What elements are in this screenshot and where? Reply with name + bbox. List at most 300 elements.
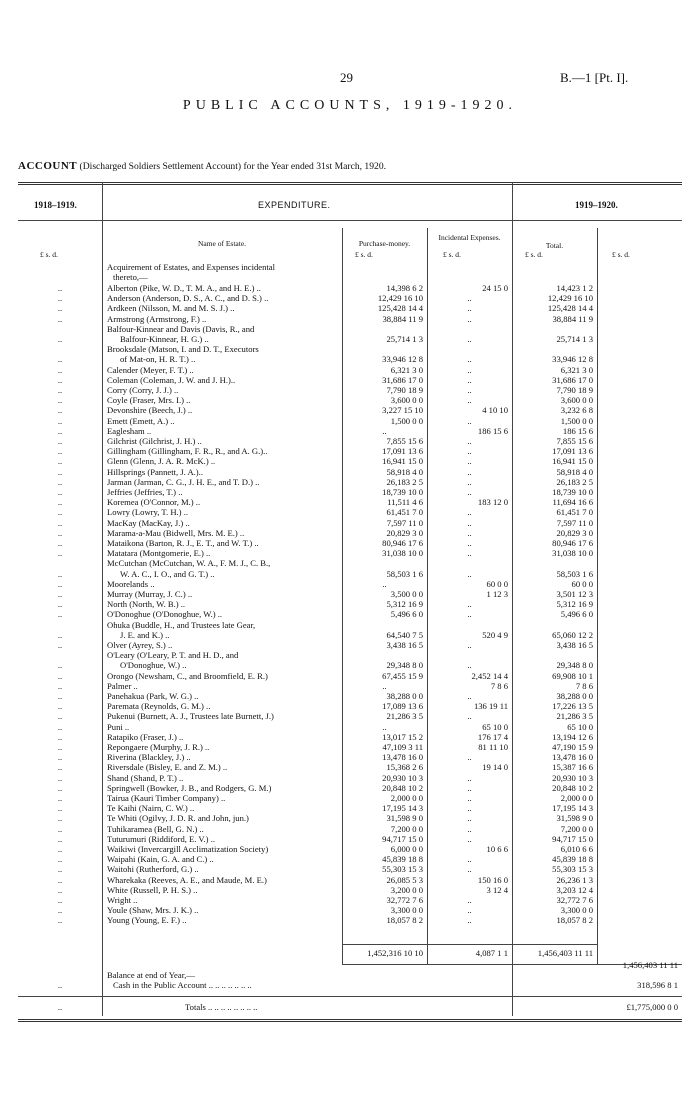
incidental-expenses-cell: .. xyxy=(467,395,472,406)
lsd-curr: £ s. d. xyxy=(612,250,630,259)
incidental-expenses-cell: .. xyxy=(467,374,472,385)
purchase-money-cell: 6,000 0 0 xyxy=(390,844,423,854)
estate-name: Waitohi (Rutherford, G.) .. xyxy=(107,864,199,875)
incidental-expenses-cell: 186 15 6 xyxy=(477,425,508,436)
incidental-expenses-cell: 19 14 0 xyxy=(482,762,508,773)
purchase-money-cell: 29,348 8 0 xyxy=(386,660,423,671)
incidental-expenses-cell: .. xyxy=(467,691,472,701)
lsd-purchase: £ s. d. xyxy=(355,250,373,259)
purchase-money-cell: 16,941 15 0 xyxy=(382,456,423,467)
incidental-expenses-cell: .. xyxy=(467,905,472,916)
incidental-expenses-cell: .. xyxy=(467,538,472,548)
purchase-money-cell: 7,597 11 0 xyxy=(386,517,423,528)
estate-name: Riversdale (Bisley, E. and Z. M.) .. xyxy=(107,762,228,773)
incidental-expenses-cell: .. xyxy=(467,436,472,446)
estate-name: Tuturumuri (Riddiford, E. V.) .. xyxy=(107,833,215,844)
estate-name: Young (Young, E. F.) .. xyxy=(107,915,187,926)
incidental-expenses-cell: .. xyxy=(467,527,472,538)
estate-name: Jeffries (Jeffries, T.) .. xyxy=(107,487,183,497)
estate-name: Orongo (Newsham, C., and Broomfield, E. R.) xyxy=(107,670,268,681)
totals-label: Totals .. .. .. .. .. .. .. .. xyxy=(185,1002,258,1012)
incidental-expenses-cell: .. xyxy=(467,823,472,834)
total-cell: 7,855 15 6 xyxy=(556,436,593,446)
prev-year-value: .. xyxy=(57,313,63,324)
estate-name: Corry (Corry, J. J.) .. xyxy=(107,385,179,395)
purchase-money-cell: 11,511 4 6 xyxy=(387,497,423,508)
total-cell: 25,714 1 3 xyxy=(556,334,593,344)
incidental-expenses-cell: .. xyxy=(467,364,472,375)
purchase-money-cell: 80,946 17 6 xyxy=(382,538,423,548)
total-cell: 26,236 1 3 xyxy=(556,874,593,885)
incidental-expenses-cell: 520 4 9 xyxy=(482,629,508,640)
purchase-money-cell: 5,312 16 9 xyxy=(386,599,423,610)
estate-name: Pukenui (Burnett, A. J., Trustees late Burnett, J.) xyxy=(107,711,274,722)
totals-rule xyxy=(18,996,682,997)
total-cell: 2,000 0 0 xyxy=(560,793,593,803)
estate-name: Lowry (Lowry, T. H.) .. xyxy=(107,507,188,518)
estate-name: Te Kaihi (Nairn, C. W.) .. xyxy=(107,803,195,814)
estate-name: Balfour-Kinnear, H. G.) .. xyxy=(120,334,209,344)
total-cell: 7,597 11 0 xyxy=(556,517,593,528)
incidental-expenses-cell: 136 19 11 xyxy=(473,701,508,712)
total-cell: 13,478 16 0 xyxy=(552,752,593,763)
purchase-money-cell: 21,286 3 5 xyxy=(386,711,423,722)
incidental-expenses-cell: 4 10 10 xyxy=(482,405,508,416)
incidental-expenses-cell: .. xyxy=(467,446,472,457)
estate-name: Puni .. xyxy=(107,721,130,732)
prev-year-value: .. xyxy=(57,640,63,650)
total-cell: 31,686 17 0 xyxy=(552,374,593,385)
incidental-expenses-cell: .. xyxy=(467,833,472,844)
heading-prev-year: 1918–1919. xyxy=(34,200,77,210)
prev-year-value: .. xyxy=(57,476,63,487)
estate-name: Wharekaka (Reeves, A. E., and Maude, M. E.) xyxy=(107,874,267,885)
prev-year-value: .. xyxy=(57,364,63,375)
total-cell: 6,010 6 6 xyxy=(560,844,593,854)
prev-year-value: .. xyxy=(57,905,63,916)
total-cell: 58,918 4 0 xyxy=(556,466,593,477)
estate-name: Olver (Ayrey, S.) .. xyxy=(107,640,173,650)
prev-year-value: .. xyxy=(57,833,63,844)
estate-name: Ohuka (Buddle, H., and Trustees late Gear, xyxy=(107,619,256,630)
incidental-expenses-cell: .. xyxy=(467,517,472,528)
total-cell: 17,195 14 3 xyxy=(552,803,593,814)
total-cell: 7 8 6 xyxy=(575,680,593,691)
prev-year-value: .. xyxy=(57,405,63,416)
estate-name: O'Donoghue (O'Donoghue, W.) .. xyxy=(107,609,223,620)
total-cell: 14,423 1 2 xyxy=(556,283,593,293)
estate-name: North (North, W. B.) .. xyxy=(107,599,186,610)
estate-name: Ratapiko (Fraser, J.) .. xyxy=(107,731,184,742)
purchase-money-cell: 20,930 10 3 xyxy=(382,772,423,783)
incidental-expenses-cell: .. xyxy=(467,568,472,579)
total-cell: 7,200 0 0 xyxy=(560,823,593,834)
total-cell: 55,303 15 3 xyxy=(552,864,593,875)
estate-name: Tuhikaramea (Bell, G. N.) .. xyxy=(107,823,204,834)
total-cell: 3,600 0 0 xyxy=(560,395,593,406)
incidental-expenses-cell: .. xyxy=(467,313,472,324)
purchase-money-cell: 33,946 12 8 xyxy=(382,354,423,365)
estate-name: W. A. C., I. O., and G. T.) .. xyxy=(120,568,215,579)
total-cell: 6,321 3 0 xyxy=(560,364,593,375)
total-cell: 186 15 6 xyxy=(562,425,593,436)
estate-name: Riverina (Blackley, J.) .. xyxy=(107,752,191,763)
incidental-expenses-cell: .. xyxy=(467,854,472,865)
estate-name: MacKay (MacKay, J.) .. xyxy=(107,517,190,528)
totals-prev: .. xyxy=(57,1002,63,1012)
prev-year-value: .. xyxy=(57,374,63,385)
purchase-money-cell: .. xyxy=(382,680,387,691)
subheading-total: Total. xyxy=(545,241,564,250)
total-cell: 60 0 0 xyxy=(571,578,593,589)
prev-year-value: .. xyxy=(57,782,63,793)
estate-name: J. E. and K.) .. xyxy=(120,629,170,640)
prev-year-value: .. xyxy=(57,660,63,671)
purchase-money-cell: 31,686 17 0 xyxy=(382,374,423,385)
estate-name: Hillsprings (Pannett, J. A.).. xyxy=(107,466,203,477)
subheading-incidental: Incidental Expenses. xyxy=(438,233,501,242)
prev-year-value: .. xyxy=(57,487,63,497)
balance-line-2: Cash in the Public Account .. .. .. .. .. .. .. xyxy=(113,980,252,990)
total-cell: 80,946 17 6 xyxy=(552,538,593,548)
prev-year-value: .. xyxy=(57,354,63,365)
account-heading xyxy=(18,160,386,172)
incidental-expenses-cell: .. xyxy=(467,640,472,650)
estate-name: Ardkeen (Nilsson, M. and M. S. J.) .. xyxy=(107,303,235,314)
total-cell: 20,829 3 0 xyxy=(556,527,593,538)
incidental-expenses-cell: .. xyxy=(467,466,472,477)
totals-amount: £1,775,000 0 0 xyxy=(626,1002,678,1012)
purchase-money-cell: 3,200 0 0 xyxy=(390,884,423,895)
purchase-money-cell: 32,772 7 6 xyxy=(386,895,423,905)
incidental-expenses-cell: 183 12 0 xyxy=(477,497,508,508)
total-cell: 125,428 14 4 xyxy=(547,303,593,314)
estate-name: Emett (Emett, A.) .. xyxy=(107,415,175,426)
purchase-money-cell: 94,717 15 0 xyxy=(382,833,423,844)
total-cell: 65 10 0 xyxy=(567,721,593,732)
prev-year-value: .. xyxy=(57,874,63,885)
total-cell: 3,438 16 5 xyxy=(556,640,593,650)
total-cell: 33,946 12 8 xyxy=(552,354,593,365)
purchase-money-cell: 20,829 3 0 xyxy=(386,527,423,538)
prev-year-value: .. xyxy=(57,854,63,865)
header-rule xyxy=(18,220,682,221)
prev-year-value: .. xyxy=(57,334,63,344)
incidental-expenses-cell: .. xyxy=(467,334,472,344)
total-cell: 94,717 15 0 xyxy=(552,833,593,844)
subtotal-incidental: 4,087 1 1 xyxy=(475,948,508,958)
estate-name: O'Donoghue, W.) .. xyxy=(120,660,187,671)
purchase-money-cell: 38,884 11 9 xyxy=(382,313,423,324)
prev-year-value: .. xyxy=(57,813,63,824)
prev-year-value: .. xyxy=(57,303,63,314)
total-cell: 16,941 15 0 xyxy=(552,456,593,467)
total-cell: 17,226 13 5 xyxy=(552,701,593,712)
prev-year-value: .. xyxy=(57,701,63,712)
prev-year-value: .. xyxy=(57,436,63,446)
incidental-expenses-cell: 81 11 10 xyxy=(478,742,508,752)
estate-name: Palmer .. xyxy=(107,680,138,691)
purchase-money-cell: 31,598 9 0 xyxy=(386,813,423,824)
purchase-money-cell: 1,500 0 0 xyxy=(390,415,423,426)
estate-name: White (Russell, P. H. S.) .. xyxy=(107,884,198,895)
prev-year-value: .. xyxy=(57,915,63,926)
prev-year-value: .. xyxy=(57,425,63,436)
total-cell: 29,348 8 0 xyxy=(556,660,593,671)
purchase-money-cell: 13,017 15 2 xyxy=(382,731,423,742)
purchase-money-cell: 18,739 10 0 xyxy=(382,487,423,497)
prev-year-value: .. xyxy=(57,803,63,814)
prev-year-value: .. xyxy=(57,456,63,467)
prev-year-value: .. xyxy=(57,711,63,722)
estate-name: Devonshire (Beech, J.) .. xyxy=(107,405,193,416)
heading-curr-year: 1919–1920. xyxy=(575,200,618,210)
purchase-money-cell: 18,057 8 2 xyxy=(386,915,423,926)
incidental-expenses-cell: .. xyxy=(467,772,472,783)
page-title: PUBLIC ACCOUNTS, 1919-1920. xyxy=(182,98,518,113)
total-cell: 3,203 12 4 xyxy=(556,884,593,895)
purchase-money-cell: 31,038 10 0 xyxy=(382,548,423,559)
total-cell: 7,790 18 9 xyxy=(556,385,593,395)
prev-year-value: .. xyxy=(57,844,63,854)
purchase-money-cell: 14,398 6 2 xyxy=(386,283,423,293)
purchase-money-cell: 58,503 1 6 xyxy=(386,568,423,579)
prev-year-value: .. xyxy=(57,568,63,579)
estate-name: Armstrong (Armstrong, F.) .. xyxy=(107,313,207,324)
purchase-money-cell: 15,368 2 6 xyxy=(386,762,423,773)
incidental-expenses-cell: 150 16 0 xyxy=(477,874,508,885)
total-cell: 15,387 16 6 xyxy=(552,762,593,773)
prev-year-value: .. xyxy=(57,385,63,395)
estate-name: Moorelands .. xyxy=(107,578,155,589)
purchase-money-cell: 3,227 15 10 xyxy=(382,405,423,416)
purchase-money-cell: 7,855 15 6 xyxy=(386,436,423,446)
carried-total: 1,456,403 11 11 xyxy=(622,960,678,970)
total-cell: 1,500 0 0 xyxy=(560,415,593,426)
prev-year-value: .. xyxy=(57,497,63,508)
purchase-money-cell: 20,848 10 2 xyxy=(382,782,423,793)
total-cell: 3,501 12 3 xyxy=(556,589,593,599)
total-cell: 3,300 0 0 xyxy=(560,905,593,916)
purchase-money-cell: 26,085 5 3 xyxy=(386,874,423,885)
purchase-money-cell: 17,089 13 6 xyxy=(382,701,423,712)
purchase-money-cell: 17,091 13 6 xyxy=(382,446,423,457)
incidental-expenses-cell: 7 8 6 xyxy=(490,680,508,691)
estate-name: Tairua (Kauri Timber Company) .. xyxy=(107,793,226,803)
incidental-expenses-cell: .. xyxy=(467,895,472,905)
prev-year-value: .. xyxy=(57,446,63,457)
balance-prev: .. xyxy=(57,980,63,990)
prev-year-value: .. xyxy=(57,680,63,691)
prev-year-value: .. xyxy=(57,578,63,589)
estate-name: Coyle (Fraser, Mrs. I.) .. xyxy=(107,395,191,406)
prev-year-value: .. xyxy=(57,884,63,895)
incidental-expenses-cell: .. xyxy=(467,456,472,467)
purchase-money-cell: 125,428 14 4 xyxy=(377,303,423,314)
prev-year-value: .. xyxy=(57,629,63,640)
prev-year-value: .. xyxy=(57,772,63,783)
purchase-money-cell: .. xyxy=(382,721,387,732)
estate-name: Te Whiti (Ogilvy, J. D. R. and John, jun.) xyxy=(107,813,249,824)
purchase-money-cell: 67,455 15 9 xyxy=(382,670,423,681)
estate-name: Panehakua (Park, W. G.) .. xyxy=(107,691,199,701)
prev-year-value: .. xyxy=(57,548,63,559)
total-cell: 17,091 13 6 xyxy=(552,446,593,457)
prev-year-value: .. xyxy=(57,293,63,304)
estate-name: Marama-a-Mau (Bidwell, Mrs. M. E.) .. xyxy=(107,527,245,538)
subtotal-purchase: 1,452,316 10 10 xyxy=(367,948,423,958)
page-number: 29 xyxy=(340,70,353,85)
estate-name: Brooksdale (Matson, I. and D. T., Executors xyxy=(107,344,259,355)
prev-year-value: .. xyxy=(57,507,63,518)
estate-name: Alberton (Pike, W. D., T. M. A., and H. E.) .. xyxy=(107,283,261,293)
account-description: (Discharged Soldiers Settlement Account) for the Year ended 31st March, 1920. xyxy=(79,161,387,172)
incidental-expenses-cell: .. xyxy=(467,599,472,610)
prev-year-value: .. xyxy=(57,395,63,406)
prev-year-value: .. xyxy=(57,599,63,610)
purchase-money-cell: 3,500 0 0 xyxy=(390,589,423,599)
lsd-incidental: £ s. d. xyxy=(443,250,461,259)
purchase-money-cell: 26,183 2 5 xyxy=(386,476,423,487)
subtotal-rule-top xyxy=(342,944,597,945)
incidental-expenses-cell: 65 10 0 xyxy=(482,721,508,732)
purchase-money-cell: 3,300 0 0 xyxy=(390,905,423,916)
purchase-money-cell: 45,839 18 8 xyxy=(382,854,423,865)
estate-name: Calender (Meyer, F. T.) .. xyxy=(107,364,194,375)
prev-year-value: .. xyxy=(57,527,63,538)
estate-name: Anderson (Anderson, D. S., A. C., and D. S.) .. xyxy=(107,293,269,304)
estate-name: Eaglesham .. xyxy=(107,425,152,436)
prev-year-value: .. xyxy=(57,823,63,834)
account-label: ACCOUNT xyxy=(18,160,78,172)
incidental-expenses-cell: .. xyxy=(467,476,472,487)
estate-name: Repongaere (Murphy, J. R.) .. xyxy=(107,742,210,752)
incidental-expenses-cell: .. xyxy=(467,660,472,671)
purchase-money-cell: 58,918 4 0 xyxy=(386,466,423,477)
rule-prev-year xyxy=(102,182,103,1016)
estate-name: Shand (Shand, P. T.) .. xyxy=(107,772,184,783)
estate-name: Waipahi (Kain, G. A. and C.) .. xyxy=(107,854,214,865)
intro-line-2: thereto,— xyxy=(113,272,148,282)
total-cell: 32,772 7 6 xyxy=(556,895,593,905)
purchase-money-cell: 2,000 0 0 xyxy=(390,793,423,803)
total-cell: 65,060 12 2 xyxy=(552,629,593,640)
estate-name: Gillingham (Gillingham, F. R., R., and A. G.).. xyxy=(107,446,268,457)
estate-name: Gilchrist (Gilchrist, J. H.) .. xyxy=(107,436,202,446)
subheading-purchase: Purchase-money. xyxy=(358,239,411,248)
incidental-expenses-cell: .. xyxy=(467,803,472,814)
prev-year-value: .. xyxy=(57,517,63,528)
incidental-expenses-cell: 2,452 14 4 xyxy=(471,670,508,681)
estate-name: Paremata (Reynolds, G. M.) .. xyxy=(107,701,211,712)
subheading-name: Name of Estate. xyxy=(197,239,247,248)
incidental-expenses-cell: .. xyxy=(467,752,472,763)
total-cell: 38,884 11 9 xyxy=(552,313,593,324)
incidental-expenses-cell: .. xyxy=(467,782,472,793)
prev-year-value: .. xyxy=(57,731,63,742)
prev-year-value: .. xyxy=(57,793,63,803)
purchase-money-cell: .. xyxy=(382,425,387,436)
purchase-money-cell: 47,109 3 11 xyxy=(382,742,423,752)
total-cell: 21,286 3 5 xyxy=(556,711,593,722)
total-cell: 38,288 0 0 xyxy=(556,691,593,701)
total-cell: 20,930 10 3 xyxy=(552,772,593,783)
incidental-expenses-cell: 10 6 6 xyxy=(486,844,508,854)
incidental-expenses-cell: .. xyxy=(467,415,472,426)
purchase-money-cell: 38,288 0 0 xyxy=(386,691,423,701)
total-cell: 61,451 7 0 xyxy=(556,507,593,518)
total-cell: 18,739 10 0 xyxy=(552,487,593,497)
purchase-money-cell: 55,303 15 3 xyxy=(382,864,423,875)
prev-year-value: .. xyxy=(57,283,63,293)
total-cell: 20,848 10 2 xyxy=(552,782,593,793)
estate-name: Matatara (Montgomerie, E.) .. xyxy=(107,548,211,559)
incidental-expenses-cell: .. xyxy=(467,864,472,875)
purchase-money-cell: 12,429 16 10 xyxy=(377,293,423,304)
total-cell: 47,190 15 9 xyxy=(552,742,593,752)
total-cell: 5,496 6 0 xyxy=(560,609,593,620)
prev-year-value: .. xyxy=(57,742,63,752)
total-cell: 31,038 10 0 xyxy=(552,548,593,559)
prev-year-value: .. xyxy=(57,538,63,548)
prev-year-value: .. xyxy=(57,609,63,620)
total-cell: 31,598 9 0 xyxy=(556,813,593,824)
purchase-money-cell: 3,600 0 0 xyxy=(390,395,423,406)
estate-name: Koremea (O'Connor, M.) .. xyxy=(107,497,201,508)
purchase-money-cell: 5,496 6 0 xyxy=(390,609,423,620)
total-cell: 69,908 10 1 xyxy=(552,670,593,681)
purchase-money-cell: 6,321 3 0 xyxy=(390,364,423,375)
purchase-money-cell: 3,438 16 5 xyxy=(386,640,423,650)
estate-name: Coleman (Coleman, J. W. and J. H.).. xyxy=(107,374,236,385)
total-cell: 3,232 6 8 xyxy=(560,405,593,416)
incidental-expenses-cell: .. xyxy=(467,915,472,926)
incidental-expenses-cell: 176 17 4 xyxy=(477,731,508,742)
subtotal-rule-bottom xyxy=(342,964,597,965)
incidental-expenses-cell: .. xyxy=(467,385,472,395)
purchase-money-cell: 7,200 0 0 xyxy=(390,823,423,834)
balance-line-1: Balance at end of Year,— xyxy=(107,970,195,980)
total-cell: 12,429 16 10 xyxy=(547,293,593,304)
total-cell: 5,312 16 9 xyxy=(556,599,593,610)
balance-amount: 318,596 8 1 xyxy=(637,980,678,990)
prev-year-value: .. xyxy=(57,721,63,732)
purchase-money-cell: 7,790 18 9 xyxy=(386,385,423,395)
incidental-expenses-cell: .. xyxy=(467,548,472,559)
incidental-expenses-cell: .. xyxy=(467,711,472,722)
prev-year-value: .. xyxy=(57,415,63,426)
subtotal-total: 1,456,403 11 11 xyxy=(537,948,593,958)
prev-year-value: .. xyxy=(57,670,63,681)
incidental-expenses-cell: .. xyxy=(467,793,472,803)
purchase-money-cell: 61,451 7 0 xyxy=(386,507,423,518)
estate-name: Waikiwi (Invercargill Acclimatization Society) xyxy=(107,844,269,854)
prev-year-value: .. xyxy=(57,762,63,773)
purchase-money-cell: .. xyxy=(382,578,387,589)
prev-year-value: .. xyxy=(57,752,63,763)
incidental-expenses-cell: .. xyxy=(467,609,472,620)
estate-name: Balfour-Kinnear and Davis (Davis, R., and xyxy=(107,323,255,334)
estate-name: O'Leary (O'Leary, P. T. and H. D., and xyxy=(107,650,239,661)
estate-name: Mataikona (Barton, R. J., E. T., and W. T.) .. xyxy=(107,538,259,548)
estate-name: McCutchan (McCutchan, W. A., F. M. J., C. B., xyxy=(107,558,271,569)
document-reference: B.—1 [Pt. I]. xyxy=(560,70,629,85)
total-cell: 18,057 8 2 xyxy=(556,915,593,926)
total-cell: 11,694 16 6 xyxy=(552,497,593,508)
incidental-expenses-cell: .. xyxy=(467,487,472,497)
incidental-expenses-cell: 1 12 3 xyxy=(486,589,508,599)
total-cell: 45,839 18 8 xyxy=(552,854,593,865)
